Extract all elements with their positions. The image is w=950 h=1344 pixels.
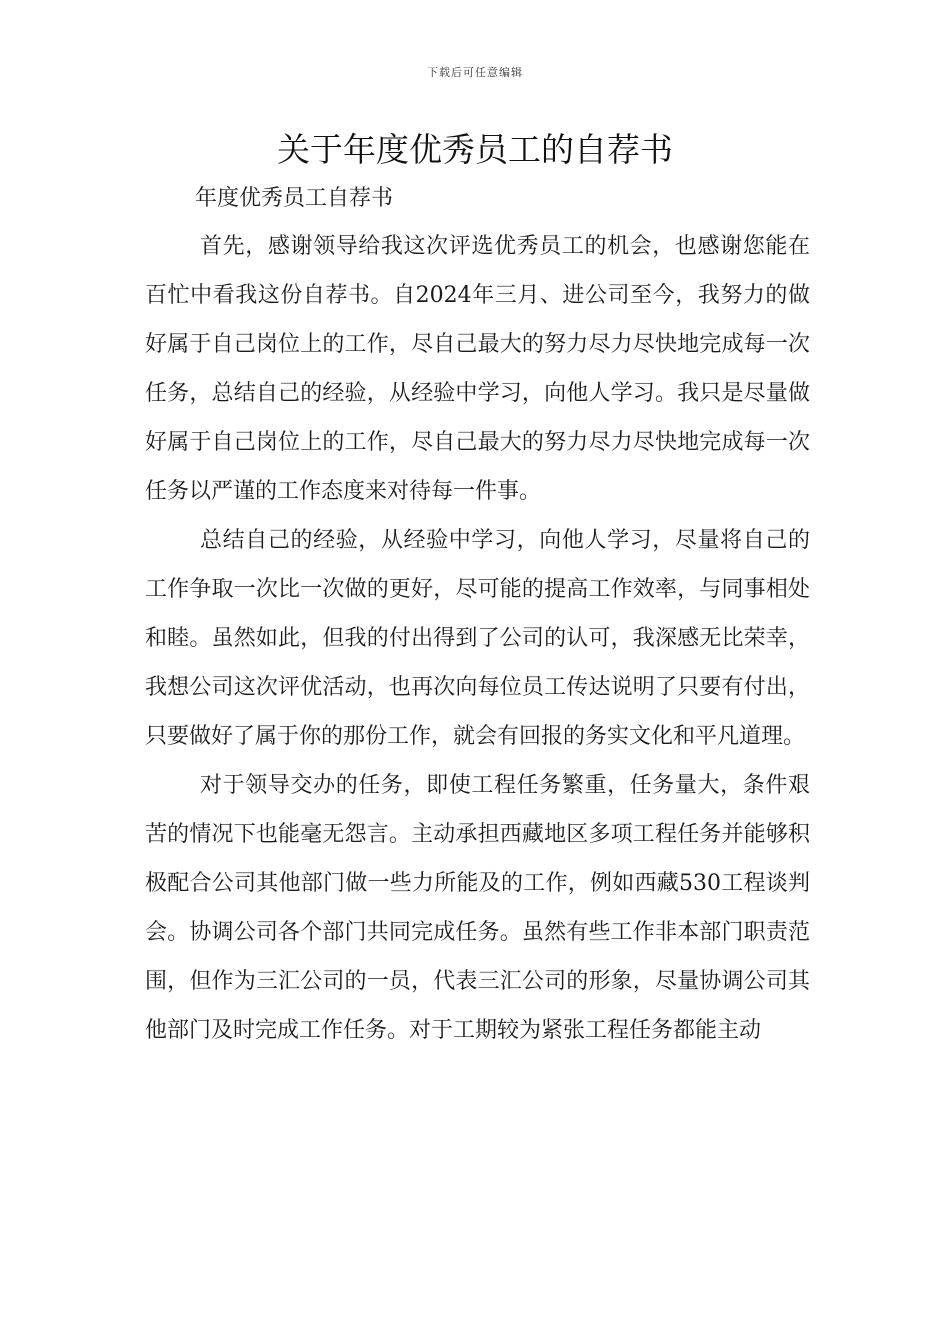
header-note: 下载后可任意编辑 — [427, 66, 523, 79]
body-paragraph-2: 总结自己的经验，从经验中学习，向他人学习，尽量将自己的工作争取一次比一次做的更好，尽可能的提高工作效率，与同事相处和睦。虽然如此，但我的付出得到了公司的认可，我深感无比荣幸，我想公司这次评优活动，也再次向每位员工传达说明了只要有付出，只要做好了属于你的那份工作，就会有回报的务实文化和平凡道理。 — [145, 528, 810, 749]
body-paragraph-3: 对于领导交办的任务，即使工程任务繁重，任务量大，条件艰苦的情况下也能毫无怨言。主动承担西藏地区多项工程任务并能够积极配合公司其他部门做一些力所能及的工作，例如西藏530工程谈判会。协调公司各个部门共同完成任务。虽然有些工作非本部门职责范围，但作为三汇公司的一员，代表三汇公司的形象，尽量协调公司其他部门及时完成工作任务。对于工期较为紧张工程任务都能主动 — [145, 773, 810, 1043]
document-body — [145, 222, 810, 1055]
document-title: 关于年度优秀员工的自荐书 — [277, 130, 673, 169]
document-subtitle: 年度优秀员工自荐书 — [195, 186, 394, 211]
body-paragraph-1: 首先，感谢领导给我这次评选优秀员工的机会，也感谢您能在百忙中看我这份自荐书。自2024年三月、进公司至今，我努力的做好属于自己岗位上的工作，尽自己最大的努力尽力尽快地完成每一次任务，总结自己的经验，从经验中学习，向他人学习。我只是尽量做好属于自己岗位上的工作，尽自己最大的努力尽力尽快地完成每一次任务以严谨的工作态度来对待每一件事。 — [145, 234, 810, 504]
